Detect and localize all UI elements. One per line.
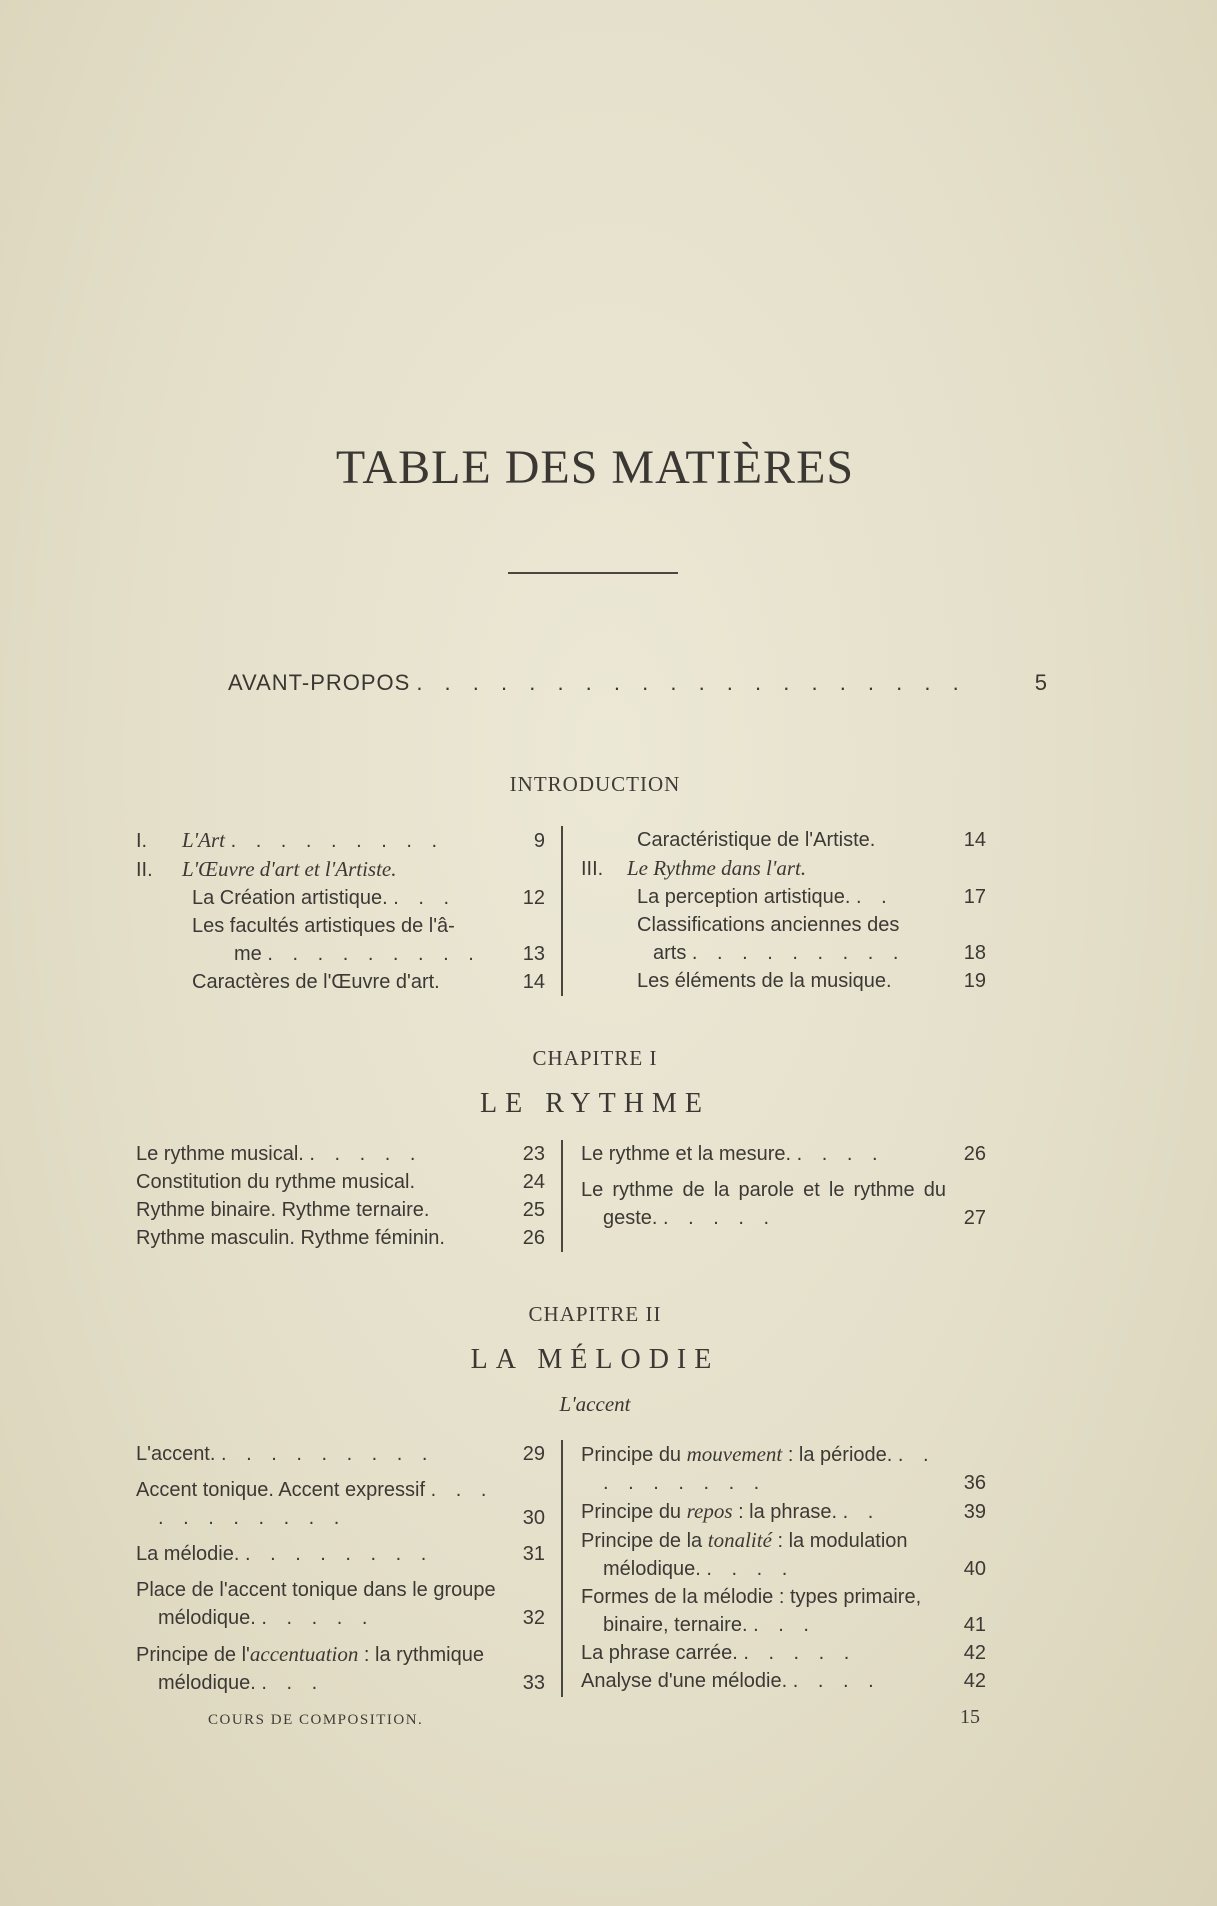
toc-entry: L'accent. . . . . . . . . . 29 bbox=[136, 1443, 545, 1465]
toc-entry: Rythme masculin. Rythme féminin. 26 bbox=[136, 1227, 545, 1249]
chapitre1-title: LE RYTHME bbox=[480, 1088, 710, 1119]
toc-entry: La Création artistique. . . . 12 bbox=[192, 887, 545, 909]
chapitre2-heading: CHAPITRE II bbox=[528, 1302, 662, 1326]
title-rule bbox=[508, 572, 678, 574]
page-title: TABLE DES MATIÈRES bbox=[335, 441, 855, 494]
footer-book-title: COURS DE COMPOSITION. bbox=[208, 1712, 424, 1728]
toc-entry: Constitution du rythme musical. 24 bbox=[136, 1171, 545, 1193]
toc-entry: Principe du mouvement : la période. . . . . . . . . . 36 bbox=[581, 1442, 986, 1494]
avant-propos-page: 5 bbox=[1034, 670, 1048, 695]
chapitre1-left-column bbox=[136, 1140, 561, 1252]
toc-entry: La mélodie. . . . . . . . . 31 bbox=[136, 1543, 545, 1565]
toc-entry: Principe du repos : la phrase. . . 39 bbox=[581, 1499, 986, 1523]
toc-entry: Caractères de l'Œuvre d'art. 14 bbox=[192, 971, 545, 993]
chapitre2-columns bbox=[136, 1440, 986, 1697]
chapitre1-columns bbox=[136, 1140, 986, 1252]
toc-entry: Les facultés artistiques de l'â- bbox=[192, 915, 455, 937]
toc-entry: Le rythme et la mesure. . . . . 26 bbox=[581, 1143, 986, 1165]
introduction-heading: INTRODUCTION bbox=[509, 772, 681, 796]
footer-signature-mark: 15 bbox=[960, 1706, 980, 1728]
toc-entry: Principe de l'accentuation : la rythmique mélodique. . . . 33 bbox=[136, 1642, 545, 1694]
toc-entry: Formes de la mélodie : types primaire, binaire, ternaire. . . . 41 bbox=[581, 1586, 986, 1636]
toc-entry: Les éléments de la musique. 19 bbox=[637, 970, 986, 992]
toc-entry: I. L'Art . . . . . . . . . 9 bbox=[136, 828, 545, 852]
introduction-left-column bbox=[136, 826, 561, 996]
toc-entry: Le rythme de la parole et le rythme du geste. . . . . . 27 bbox=[581, 1179, 986, 1229]
avant-propos-entry bbox=[228, 670, 1048, 696]
toc-entry: La phrase carrée. . . . . . 42 bbox=[581, 1642, 986, 1664]
toc-entry: III. Le Rythme dans l'art. bbox=[581, 856, 807, 880]
toc-entry: arts . . . . . . . . . 18 bbox=[653, 942, 986, 964]
chapitre2-title: LA MÉLODIE bbox=[470, 1344, 720, 1375]
toc-entry: Accent tonique. Accent expressif . . . . . . . . . . . 30 bbox=[136, 1479, 545, 1529]
toc-entry: Place de l'accent tonique dans le groupe mélodique. . . . . . 32 bbox=[136, 1579, 545, 1629]
chapitre2-subtitle: L'accent bbox=[559, 1392, 631, 1416]
chapitre2-left-column bbox=[136, 1440, 561, 1697]
chapitre1-right-column bbox=[561, 1140, 986, 1252]
introduction-right-column bbox=[561, 826, 986, 996]
avant-propos-label: AVANT-PROPOS bbox=[228, 670, 411, 695]
chapitre1-heading: CHAPITRE I bbox=[532, 1046, 658, 1070]
toc-entry: La perception artistique. . . 17 bbox=[637, 886, 986, 908]
chapitre2-right-column bbox=[561, 1440, 986, 1697]
avant-propos-dots: . . . . . . . . . . . . . . . . . . . . bbox=[416, 670, 967, 695]
toc-entry: Principe de la tonalité : la modulation mélodique. . . . . 40 bbox=[581, 1528, 986, 1580]
toc-entry: Caractéristique de l'Artiste. 14 bbox=[637, 829, 986, 851]
toc-entry: Classifications anciennes des bbox=[637, 914, 900, 936]
introduction-columns bbox=[136, 826, 986, 996]
toc-entry: me . . . . . . . . . 13 bbox=[234, 943, 545, 965]
toc-entry: II. L'Œuvre d'art et l'Artiste. bbox=[136, 857, 397, 881]
toc-entry: Analyse d'une mélodie. . . . . 42 bbox=[581, 1670, 986, 1692]
toc-entry: Rythme binaire. Rythme ternaire. 25 bbox=[136, 1199, 545, 1221]
toc-entry: Le rythme musical. . . . . . 23 bbox=[136, 1143, 545, 1165]
